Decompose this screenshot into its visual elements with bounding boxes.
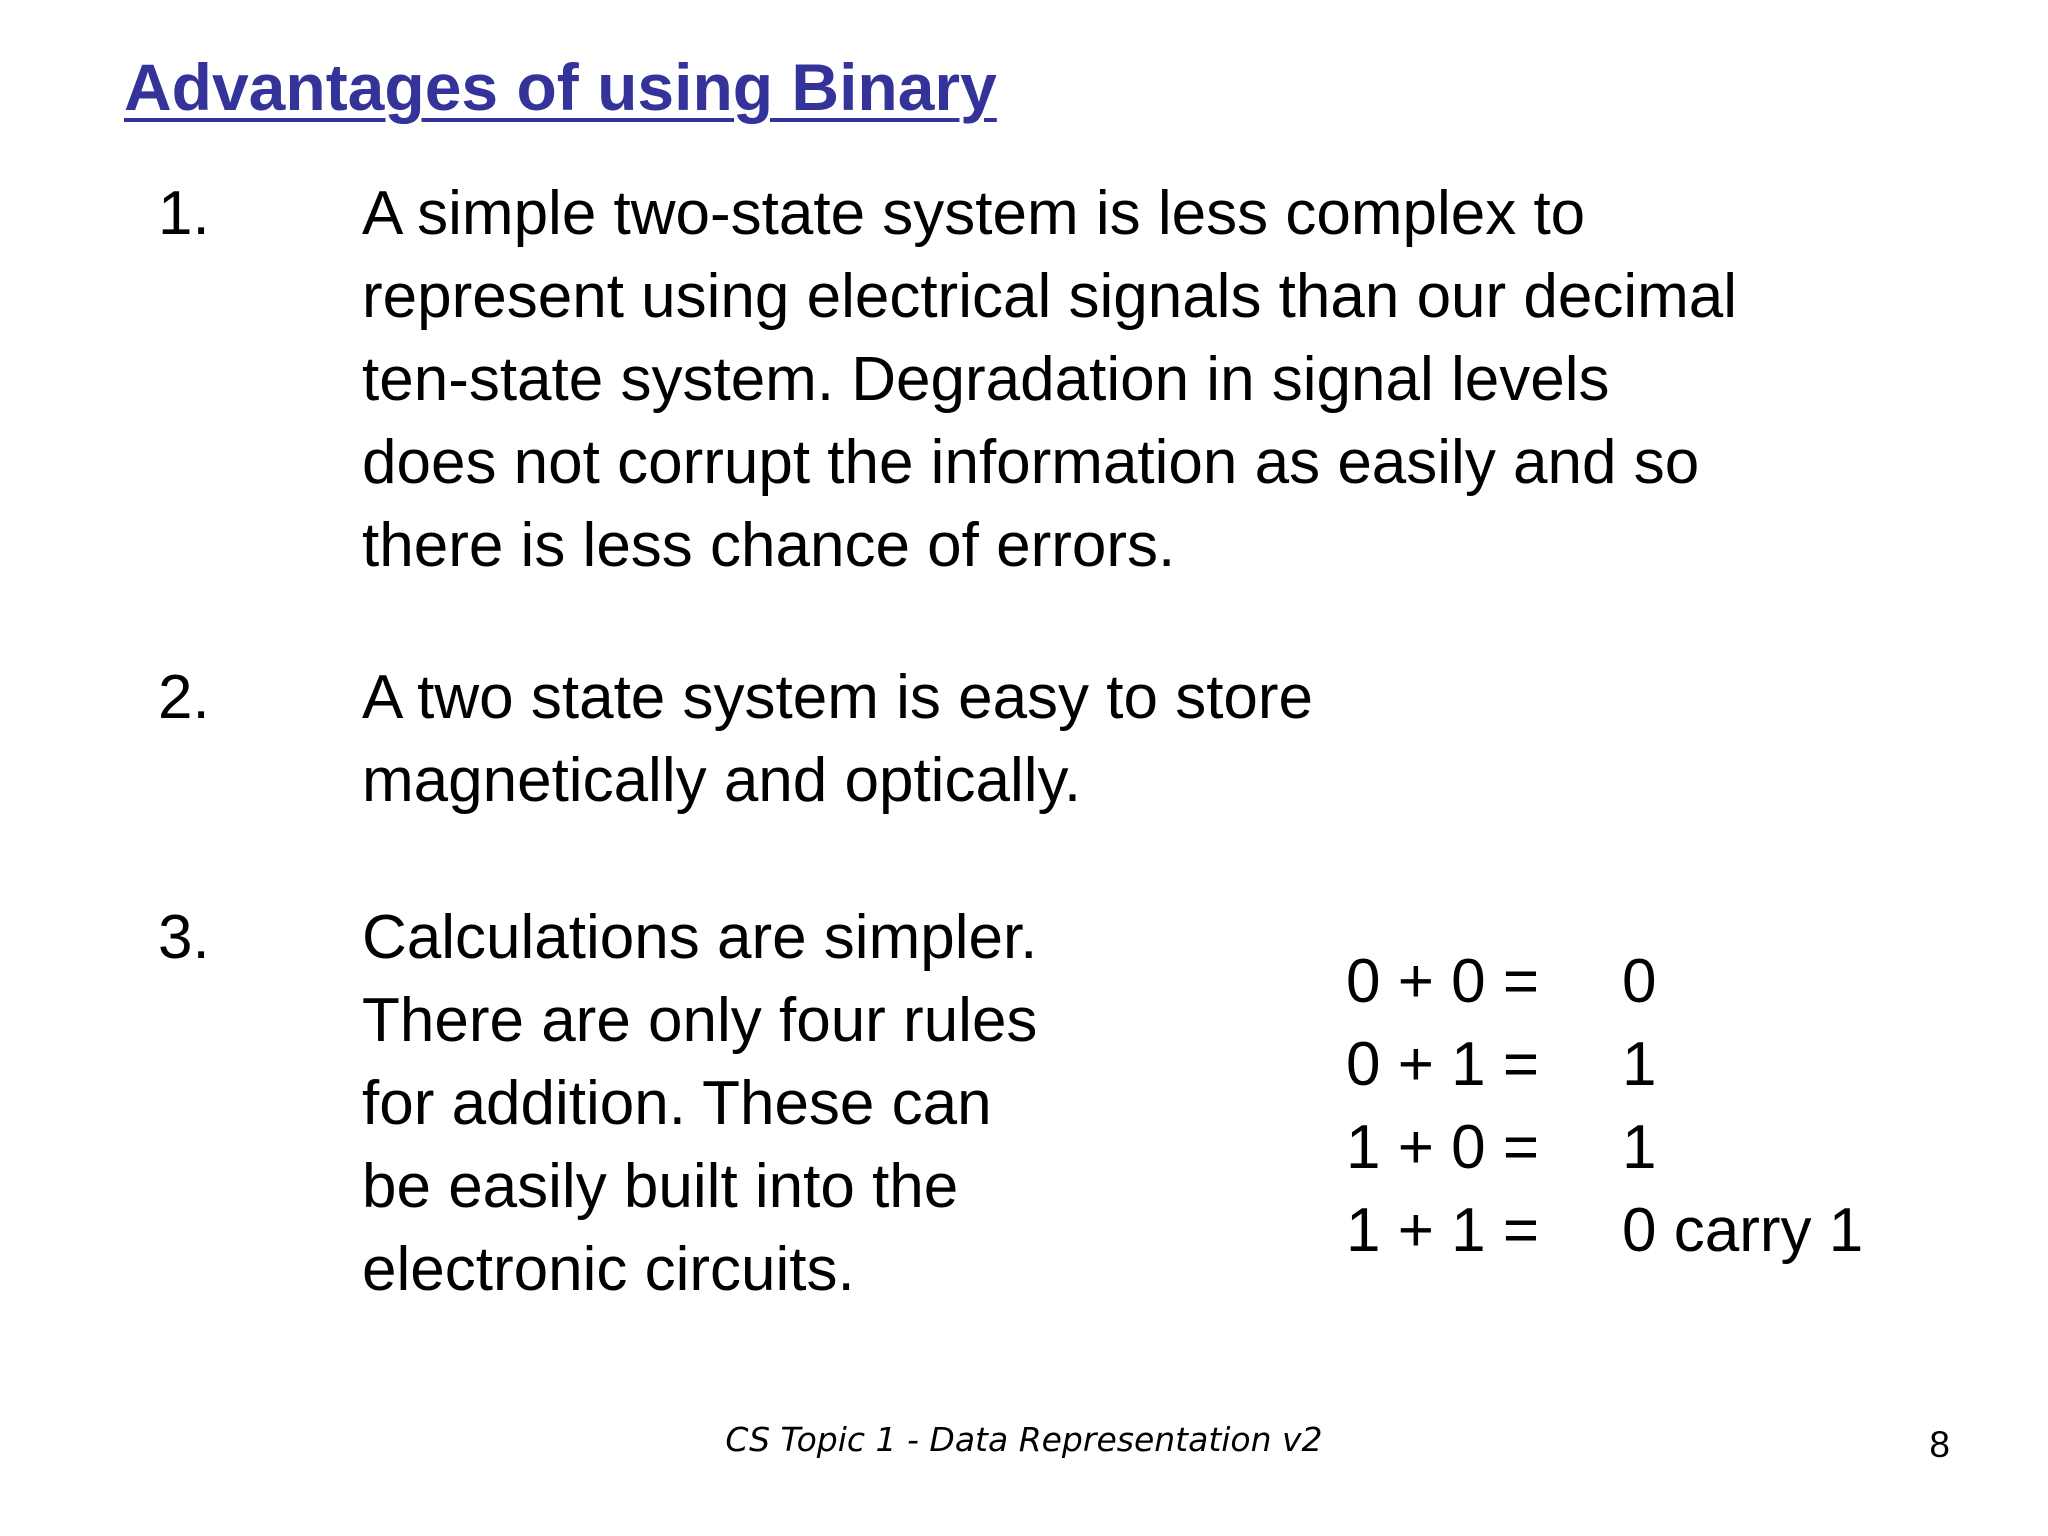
rule-result: 0 carry 1 — [1622, 1196, 1864, 1265]
page-number: 8 — [1929, 1424, 1950, 1465]
rule-result: 1 — [1622, 1030, 1657, 1099]
rule-expression: 0 + 1 = — [1346, 1030, 1540, 1099]
rule-expression: 0 + 0 = — [1346, 947, 1540, 1016]
list-item-number: 3. — [158, 903, 210, 972]
list-item-number: 1. — [158, 179, 210, 248]
list-item-text: A simple two-state system is less complex to represent using electrical signals than our decimal ten-state system. Degradation in signal levels does not corrupt the information as easily and so there is less chance of errors. — [362, 179, 1738, 580]
rule-result: 0 — [1622, 947, 1657, 1016]
rule-expression: 1 + 0 = — [1346, 1113, 1540, 1182]
list-item-number: 2. — [158, 663, 210, 732]
slide-title: Advantages of using Binary — [124, 50, 997, 124]
rule-expression: 1 + 1 = — [1346, 1196, 1540, 1265]
slide-footer: CS Topic 1 - Data Representation v2 — [725, 1420, 1323, 1459]
rule-result: 1 — [1622, 1113, 1657, 1182]
list-item-text: A two state system is easy to store magnetically and optically. — [362, 663, 1314, 815]
list-item-text: Calculations are simpler. There are only four rules for addition. These can be easily built into the electronic circuits. — [362, 903, 1038, 1304]
